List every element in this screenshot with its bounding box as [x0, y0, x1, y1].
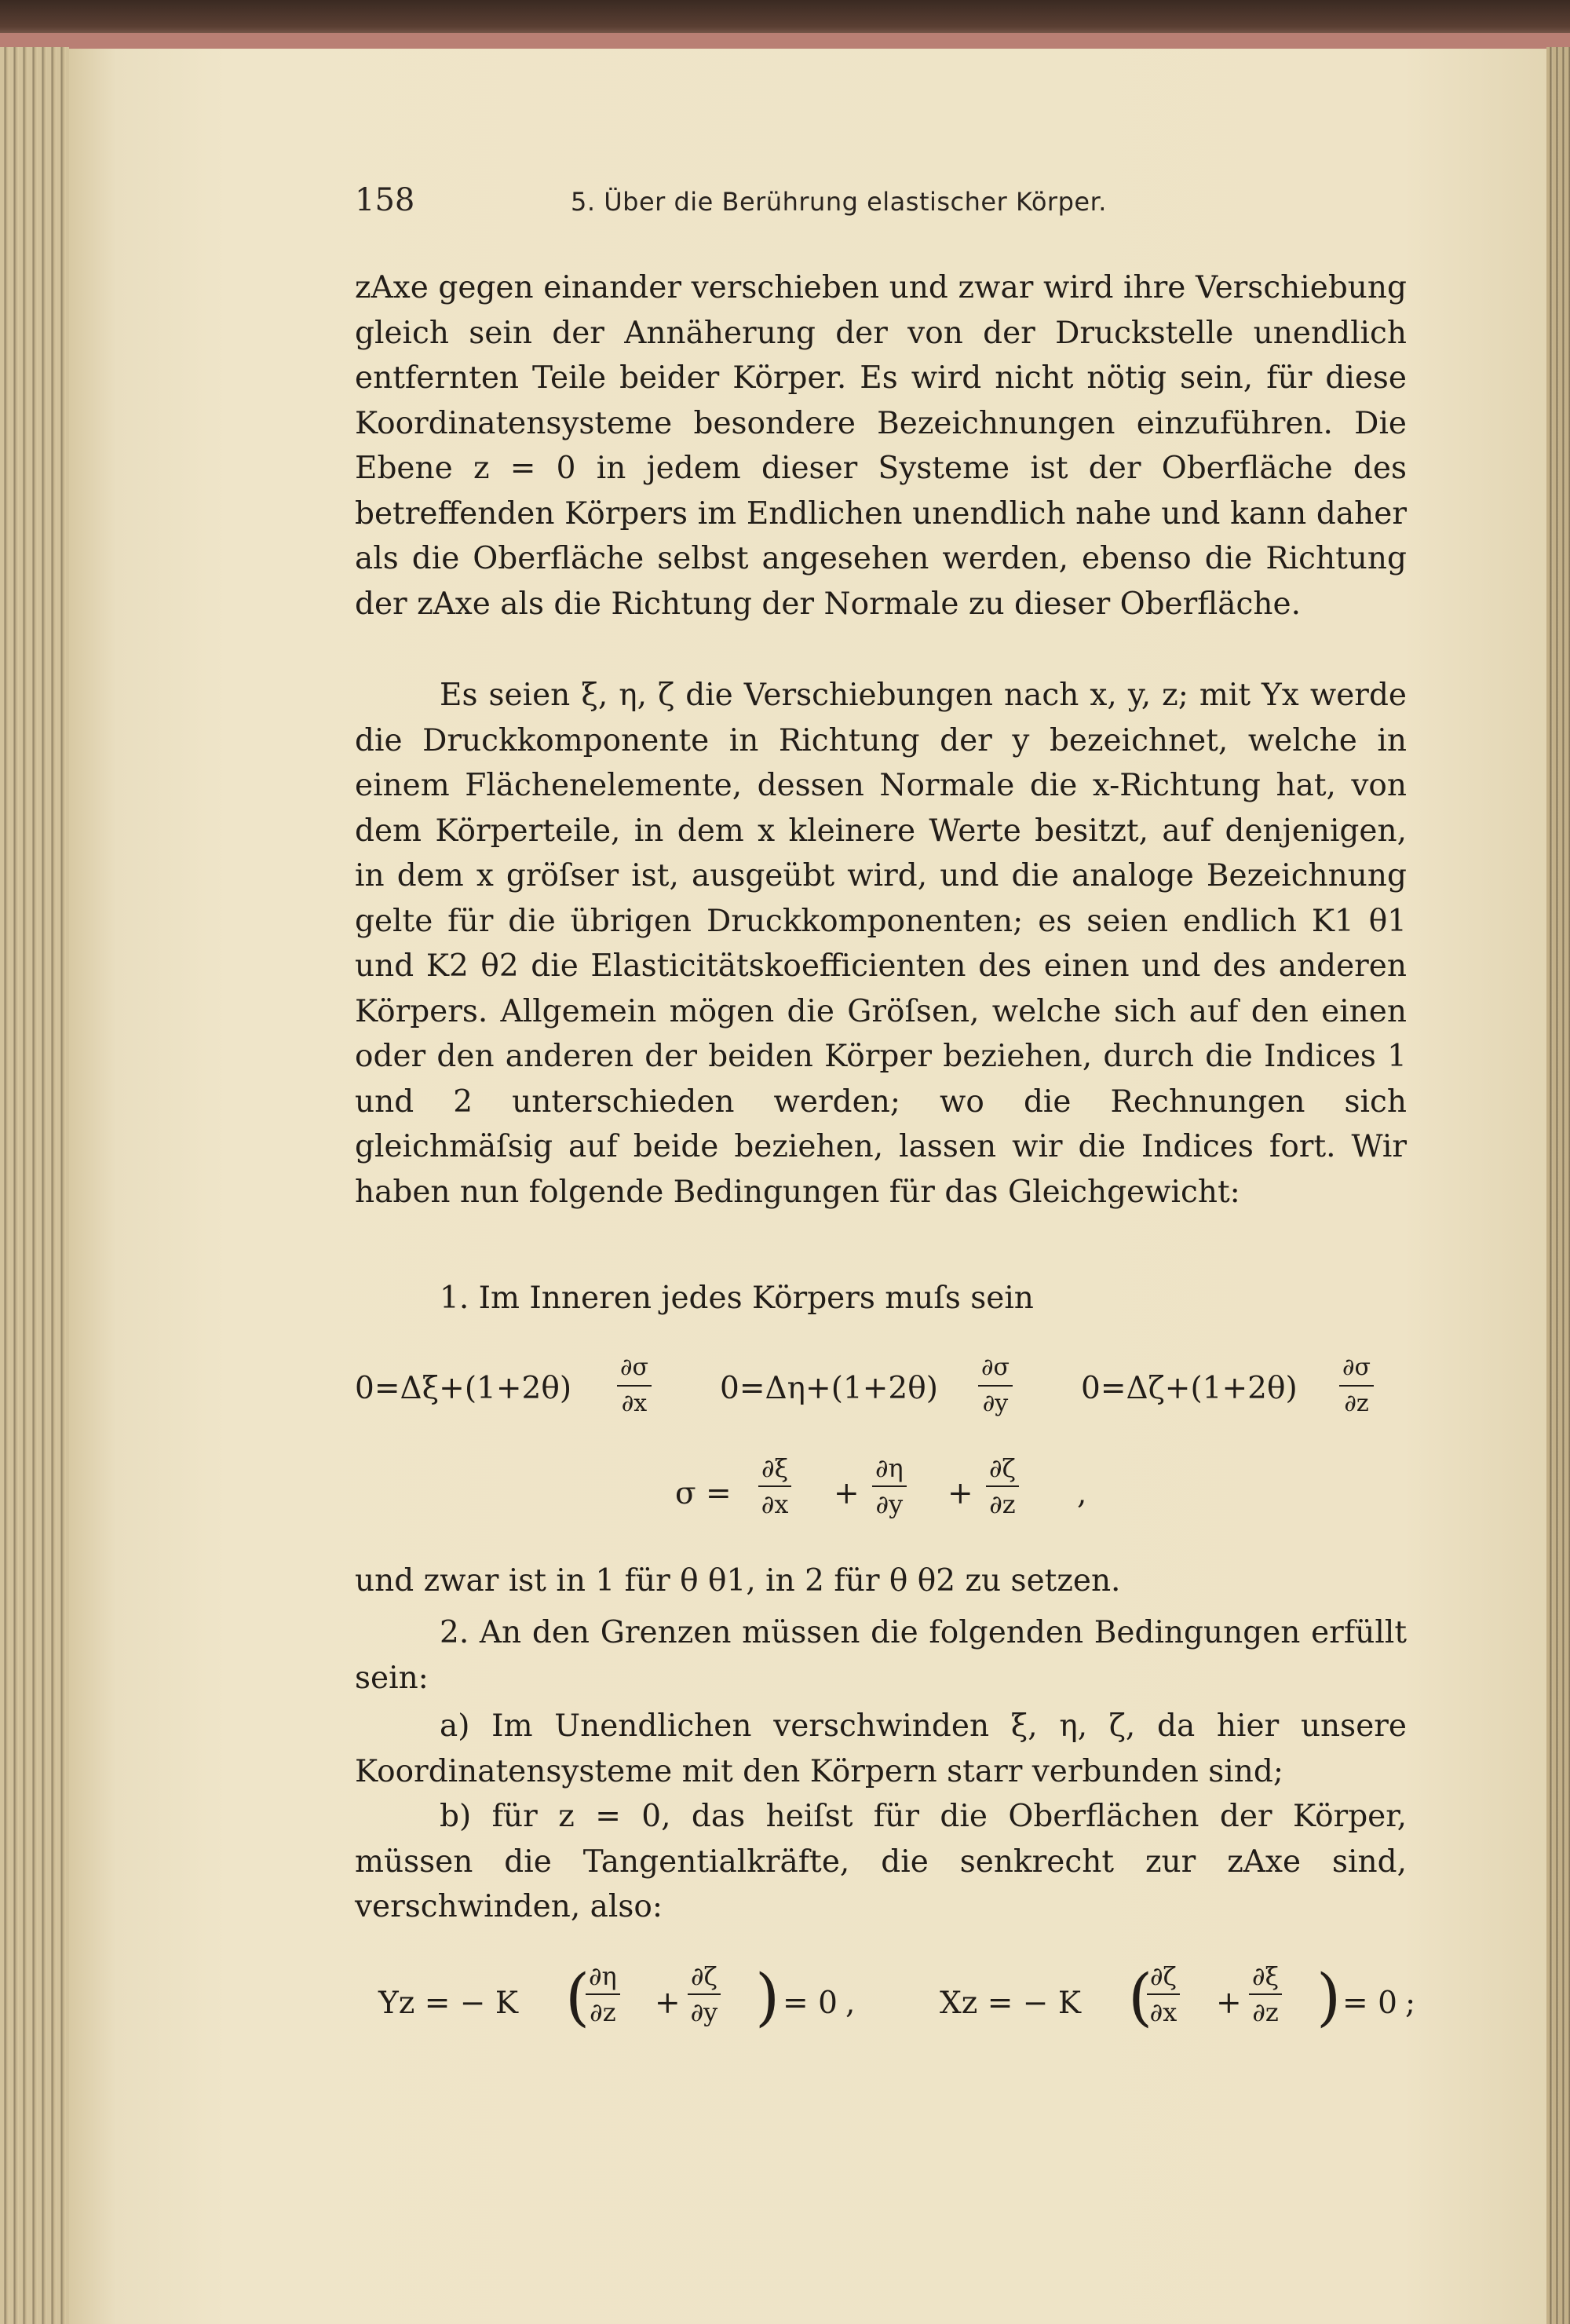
- Xz-frac-1: [1147, 1959, 1180, 2030]
- sigma-plus-1: +: [834, 1476, 860, 1511]
- Xz-frac-2-num: ∂ξ: [1249, 1959, 1282, 1995]
- Xz-equals-zero: = 0: [1342, 1986, 1397, 2021]
- Xz-paren-open: (: [1128, 1960, 1153, 2034]
- sigma-frac-1-den: ∂x: [761, 1489, 789, 1519]
- Yz-frac-2-num: ∂ζ: [688, 1959, 721, 1995]
- Yz-frac-1: [586, 1959, 620, 2030]
- eq1-b-num: ∂σ: [978, 1350, 1013, 1387]
- paragraph-4: und zwar ist in 1 für θ θ1, in 2 für θ θ2 zu setzen.: [355, 1563, 1121, 1599]
- sigma-equation: [355, 1451, 1407, 1537]
- paragraph-2: Es seien ξ, η, ζ die Verschiebungen nach x, y, z; mit Yx werde die Druckkomponente in Richtung der y bezeichnet, welche in einem Flächenelemente, dessen Normale die x-Richtung hat, von dem Körperteile, in dem x kleinere Werte besitzt, auf denjenigen, in dem x gröſser ist, ausgeübt wird, und die analoge Bezeichnung gelte für die übrigen Druckkomponenten; es seien endlich K1 θ1 und K2 θ2 die Elasticitätskoefficienten des einen und des anderen Körpers. Allgemein mögen die Gröſsen, welche sich auf den einen oder den anderen der beiden Körper beziehen, durch die Indices 1 und 2 unterschieden werden; wo die Rechnungen sich gleichmäſsig auf beide beziehen, lassen wir die Indices fort. Wir haben nun folgende Bedingungen für das Gleichgewicht:: [355, 678, 1407, 1210]
- Xz-plus: +: [1216, 1986, 1242, 2021]
- paragraph-1: zAxe gegen einander verschieben und zwar wird ihre Verschiebung gleich sein der Annäherung der von der Druckstelle unendlich entfernten Teile beider Körper. Es wird nicht nötig sein, für diese Koordinatensysteme besondere Bezeichnungen einzuführen. Die Ebene z = 0 in jedem dieser Systeme ist der Oberfläche des betreffenden Körpers im Endlichen unendlich nahe und kann daher als die Oberfläche selbst angesehen werden, ebenso die Richtung der zAxe als die Richtung der Normale zu dieser Oberfläche.: [355, 270, 1407, 622]
- eq1-c-fraction: [1339, 1350, 1374, 1421]
- eq1-a-den: ∂x: [621, 1390, 648, 1417]
- eq1-b: 0=Δη+(1+2θ): [720, 1371, 938, 1406]
- sigma-comma: ,: [1077, 1476, 1087, 1511]
- page-stack-right: [1546, 47, 1570, 2324]
- sigma-frac-1-num: ∂ξ: [758, 1451, 791, 1487]
- page-number: 158: [355, 182, 415, 218]
- sigma-frac-2: [872, 1451, 907, 1522]
- eq1-c-den: ∂z: [1344, 1390, 1369, 1417]
- Xz-label: Xz = − K: [940, 1986, 1081, 2021]
- sigma-frac-3-num: ∂ζ: [986, 1451, 1019, 1487]
- sigma-frac-2-den: ∂y: [875, 1489, 904, 1519]
- eq1-a-num: ∂σ: [617, 1350, 652, 1387]
- Xz-semicolon: ;: [1405, 1986, 1416, 2021]
- Yz-equals-zero: = 0: [783, 1986, 838, 2021]
- Xz-frac-2: [1249, 1959, 1282, 2030]
- Yz-frac-2: [688, 1959, 721, 2030]
- tangential-equations: [355, 1959, 1416, 2053]
- eq1-c-num: ∂σ: [1339, 1350, 1374, 1387]
- paragraph-3: 1. Im Inneren jedes Körpers muſs sein: [440, 1281, 1034, 1316]
- Xz-frac-1-num: ∂ζ: [1147, 1959, 1180, 1995]
- eq1-b-fraction: [978, 1350, 1013, 1421]
- Yz-plus: +: [655, 1986, 681, 2021]
- Yz-paren-open: (: [565, 1960, 590, 2034]
- paragraph-7: b) für z = 0, das heiſst für die Oberflächen der Körper, müssen die Tangentialkräfte, die senkrecht zur zAxe sind, verschwinden, also:: [355, 1799, 1407, 1924]
- page-header: [355, 182, 1407, 245]
- Yz-paren-close: ): [755, 1960, 780, 2034]
- running-title: 5. Über die Berührung elastischer Körper.: [571, 187, 1107, 217]
- page-stack-left: [0, 47, 69, 2324]
- sigma-frac-2-num: ∂η: [872, 1451, 907, 1487]
- eq1-c: 0=Δζ+(1+2θ): [1081, 1371, 1298, 1406]
- Xz-paren-close: ): [1316, 1960, 1342, 2034]
- Yz-frac-2-den: ∂y: [690, 1997, 718, 2027]
- book-edge-band: [0, 33, 1570, 49]
- sigma-frac-1: [758, 1451, 791, 1522]
- Yz-frac-1-den: ∂z: [590, 1997, 616, 2027]
- eq1-a: 0=Δξ+(1+2θ): [355, 1371, 572, 1406]
- equilibrium-equations: [355, 1350, 1407, 1437]
- Xz-frac-1-den: ∂x: [1149, 1997, 1178, 2027]
- Yz-comma: ,: [845, 1986, 856, 2021]
- sigma-label: σ =: [675, 1476, 732, 1511]
- sigma-plus-2: +: [947, 1476, 973, 1511]
- paragraph-6: a) Im Unendlichen verschwinden ξ, η, ζ, da hier unsere Koordinatensysteme mit den Körpern starr verbunden sind;: [355, 1708, 1407, 1789]
- Yz-label: Yz = − K: [378, 1986, 518, 2021]
- sigma-frac-3: [986, 1451, 1019, 1522]
- Yz-frac-1-num: ∂η: [586, 1959, 620, 1995]
- Xz-frac-2-den: ∂z: [1252, 1997, 1279, 2027]
- sigma-frac-3-den: ∂z: [989, 1489, 1016, 1519]
- eq1-b-den: ∂y: [982, 1390, 1009, 1417]
- eq1-a-fraction: [617, 1350, 652, 1421]
- paragraph-5: 2. An den Grenzen müssen die folgenden Bedingungen erfüllt sein:: [355, 1615, 1407, 1696]
